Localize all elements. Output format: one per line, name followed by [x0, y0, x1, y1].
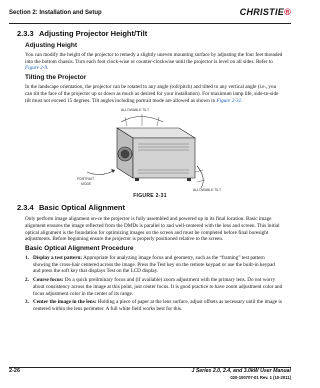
page-header — [9, 7, 291, 21]
step-number: 1. — [25, 255, 29, 262]
procedure-step — [25, 299, 283, 312]
section-heading-2-3-4 — [17, 203, 283, 213]
subheading-tilting: Tilting the Projector — [25, 74, 87, 82]
figure-link[interactable]: Figure 2-9 — [25, 65, 48, 72]
section-heading-2-3-3 — [17, 29, 283, 39]
paragraph-tilting — [25, 84, 283, 104]
section-number: 2.3.4 — [17, 203, 34, 213]
label-allowable-tilt-right: ALLOWABLE TILT — [193, 188, 222, 193]
page-number: 2-26 — [9, 368, 21, 374]
subheading-procedure: Basic Optical Alignment Procedure — [25, 245, 134, 253]
projector-tilt-illustration — [17, 106, 283, 192]
step-text: Appropriate for analyzing image focus and geometry, such as the “framing” test pattern showing the cross-hair centered across the image. Press the Test key on the remote keypad or use the built-in keypad and press the soft key that displays Test on the LCD display. — [33, 255, 275, 275]
paragraph-end: . — [241, 97, 243, 104]
section-number: 2.3.3 — [17, 29, 34, 38]
logo-registered-mark: ® — [284, 7, 291, 17]
paragraph-adjusting-height — [25, 52, 283, 72]
step-text: Do a quick preliminary focus and (if available) zoom adjustment with the primary lens. Do not worry about consistency across the image at this point, just center focus. It is good practice to have zoom adjustment color and focus adjustment color in the center of its range. — [33, 277, 283, 297]
subheading-adjusting-height: Adjusting Height — [25, 42, 77, 49]
tilt-arc-side — [197, 166, 203, 188]
paragraph-alignment-intro: Only perform image alignment on-ce the projector is fully assembled and powered up in its final location. Basic image alignment ensures the image reflected from the DMDs is parallel to and well-centered with the lens and screen. This initial optical alignment is the foundation for optimizing images on the screen and must be completed before final boresight adjustments. Before beginning ensure the projector is properly positioned relative to the screen. — [25, 216, 280, 243]
figure-caption: FIGURE 2-31 — [133, 193, 167, 200]
tilt-tick — [195, 170, 203, 172]
logo-text: CHRISTIE — [239, 7, 285, 17]
label-mode: MODE — [81, 182, 92, 187]
manual-title: J Series 2.0, 2.4, and 3.0kW User Manual — [191, 368, 291, 374]
label-portrait: PORTRAIT — [77, 177, 95, 182]
procedure-steps-list — [25, 255, 283, 313]
page-footer — [9, 368, 291, 382]
step-lead: Display a test pattern: — [33, 255, 83, 262]
tilt-tick — [197, 180, 205, 182]
procedure-step — [25, 277, 283, 297]
header-rule — [9, 23, 291, 24]
tilt-tick — [125, 117, 127, 126]
projector-foot — [135, 178, 139, 181]
step-number: 2. — [25, 277, 29, 284]
figure-projector-tilt — [17, 106, 283, 192]
page-content — [17, 29, 283, 315]
projector-lens-inner — [121, 150, 129, 158]
portrait-arrow — [87, 170, 115, 175]
step-lead: Center the image in the lens: — [33, 299, 97, 306]
section-title: Basic Optical Alignment — [39, 203, 125, 213]
label-allowable-tilt-top: ALLOWABLE TILT — [121, 108, 150, 113]
figure-link[interactable]: Figure 2-31 — [216, 97, 242, 104]
step-text: Holding a piece of paper at the lens surface, adjust offsets as necessary until the image is centered within the lens perimeter. A full white field works best for this. — [33, 299, 282, 312]
paragraph-text: In the landscape orientation, the projector can be rotated to any angle (roll/pitch) and tilted to any vertical angle (i.e., you can tilt the face of the projector up or down as much as desired for your installation). For maximum lamp life, side-to-side tilt must not exceed 15 degrees. Tilt angles including portrait mode are allowed as shown in — [25, 84, 279, 104]
procedure-step — [25, 255, 283, 275]
projector-foot — [187, 178, 191, 181]
christie-logo — [240, 7, 291, 17]
tilt-tick — [157, 117, 159, 126]
header-section-title: Section 2: Installation and Setup — [9, 10, 102, 16]
step-lead: Course focus: — [33, 277, 64, 284]
portrait-arrowhead — [111, 169, 115, 173]
paragraph-end: . — [47, 65, 49, 72]
section-title: Adjusting Projector Height/Tilt — [39, 29, 148, 38]
paragraph-text: You can modify the height of the projector to remedy a slightly uneven mounting surface by adjusting the four feet threaded into the bottom chassis. Turn each foot clock-wise or counter-clockwise until the projector is level on all sides. Refer to — [25, 52, 283, 65]
document-number: 020-100707-01 Rev. 1 (10-2011) — [230, 375, 291, 380]
step-number: 3. — [25, 299, 29, 306]
